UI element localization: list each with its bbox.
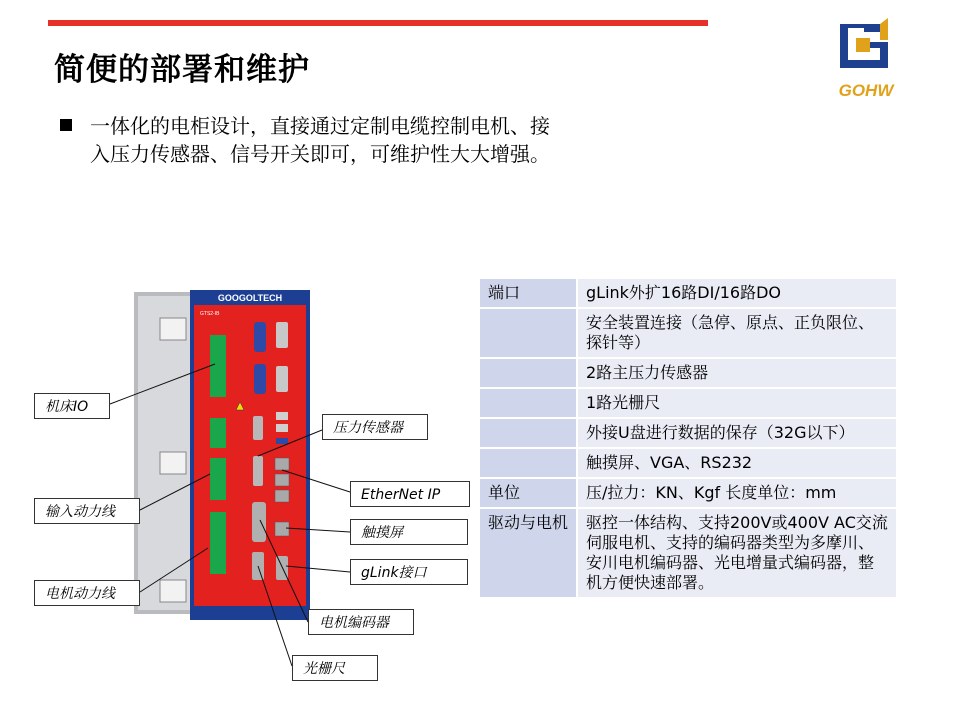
callout-glink: gLink接口 [350, 559, 468, 585]
table-row [480, 479, 896, 507]
table-cell-category [480, 389, 576, 417]
table-row [480, 389, 896, 417]
callout-input-power: 输入动力线 [34, 498, 140, 524]
table-cell-category: 单位 [480, 479, 576, 507]
table-cell-category [480, 359, 576, 387]
callout-touch: 触摸屏 [350, 519, 468, 545]
table-cell-category [480, 449, 576, 477]
device-model: GTS2-IB [200, 311, 220, 317]
bullet-text: 一体化的电柜设计，直接通过定制电缆控制电机、接入压力传感器、信号开关即可，可维护性大大增强。 [90, 114, 550, 166]
table-cell-value: 触摸屏、VGA、RS232 [576, 449, 896, 477]
table-cell-value: 外接U盘进行数据的保存（32G以下） [576, 419, 896, 447]
table-row [480, 279, 896, 307]
table-cell-value: 压/拉力：KN、Kgf 长度单位：mm [576, 479, 896, 507]
spec-table [480, 277, 896, 599]
db-port-4 [276, 366, 288, 392]
table-cell-category [480, 419, 576, 447]
encoder-port [252, 502, 266, 542]
device-brand: GOOGOLTECH [217, 293, 283, 303]
table-row [480, 509, 896, 597]
callout-encoder: 电机编码器 [308, 609, 414, 635]
io-terminal [210, 335, 226, 397]
table-cell-category [480, 309, 576, 357]
table-cell-category: 驱动与电机 [480, 509, 576, 597]
db-port-2 [276, 322, 288, 348]
callout-pressure: 压力传感器 [322, 414, 428, 440]
input-power-terminal [210, 458, 226, 500]
table-cell-value: 2路主压力传感器 [576, 359, 896, 387]
table-cell-value: 驱控一体结构、支持200V或400V AC交流伺服电机、支持的编码器类型为多摩川、安川电机编码器、光电增量式编码器，整机方便快速部署。 [576, 509, 896, 597]
pressure-port-1 [253, 416, 263, 440]
logo-text: GOHW [838, 81, 894, 100]
callout-io: 机床IO [34, 393, 110, 419]
table-cell-value: 1路光栅尺 [576, 389, 896, 417]
touch-port [275, 522, 289, 536]
ethernet-port-3 [275, 490, 289, 502]
ethernet-port-1 [275, 458, 289, 470]
table-row [480, 359, 896, 387]
table-cell-value: gLink外扩16路DI/16路DO [576, 279, 896, 307]
table-cell-category: 端口 [480, 279, 576, 307]
page-title: 简便的部署和维护 [54, 52, 310, 88]
motor-power-terminal [210, 512, 226, 574]
power-terminal-1 [210, 418, 226, 448]
table-row [480, 309, 896, 357]
table-cell-value: 安全装置连接（急停、原点、正负限位、探针等） [576, 309, 896, 357]
usb-port-1 [276, 412, 288, 420]
db-port-1 [254, 322, 266, 352]
callout-grating: 光栅尺 [292, 655, 378, 681]
db-port-3 [254, 364, 266, 394]
callout-ethernet: EtherNet IP [350, 481, 470, 507]
callout-motor-power: 电机动力线 [34, 580, 140, 606]
pressure-port-2 [253, 456, 263, 486]
table-row [480, 419, 896, 447]
table-row [480, 449, 896, 477]
usb-port-2 [276, 424, 288, 432]
ethernet-port-2 [275, 474, 289, 486]
